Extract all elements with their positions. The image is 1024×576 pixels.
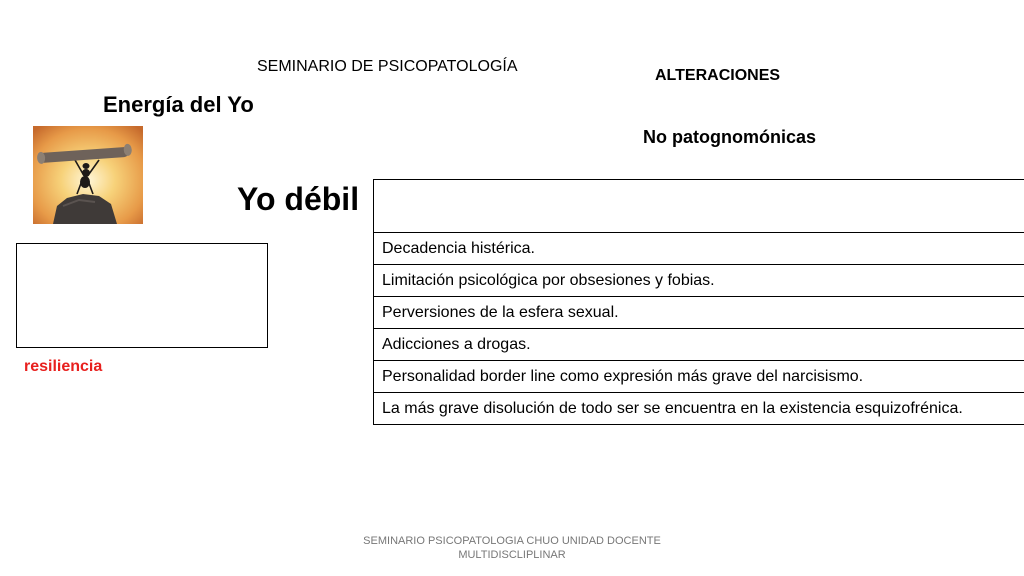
table-cell: Adicciones a drogas. [374,329,1024,361]
alterations-table [373,179,1024,425]
section-label: ALTERACIONES [655,67,781,84]
resilience-label: resiliencia [24,358,103,375]
ant-lifting-log-image [33,126,143,224]
subsection-label: No patognomónicas [643,127,817,147]
table-cell [374,180,1024,233]
table-row [374,180,1024,233]
ant-photo-icon [33,126,143,224]
table-row [374,233,1024,265]
table-cell: Decadencia histérica. [374,233,1024,265]
seminar-title: SEMINARIO DE PSICOPATOLOGÍA [257,58,518,75]
table-row [374,297,1024,329]
footer [340,534,684,562]
table-row [374,393,1024,425]
main-heading: Yo débil [237,181,360,217]
table-row [374,361,1024,393]
table-cell: Limitación psicológica por obsesiones y fobias. [374,265,1024,297]
table-row [374,329,1024,361]
table-cell: Perversiones de la esfera sexual. [374,297,1024,329]
footer-line-1: SEMINARIO PSICOPATOLOGIA CHUO UNIDAD DOCENTE [363,535,661,547]
footer-line-2: MULTIDISCLIPLINAR [458,549,566,561]
topic-title: Energía del Yo [103,92,254,117]
empty-box [16,243,268,348]
table-cell: La más grave disolución de todo ser se encuentra en la existencia esquizofrénica. [374,393,1024,425]
table-row [374,265,1024,297]
table-cell: Personalidad border line como expresión más grave del narcisismo. [374,361,1024,393]
